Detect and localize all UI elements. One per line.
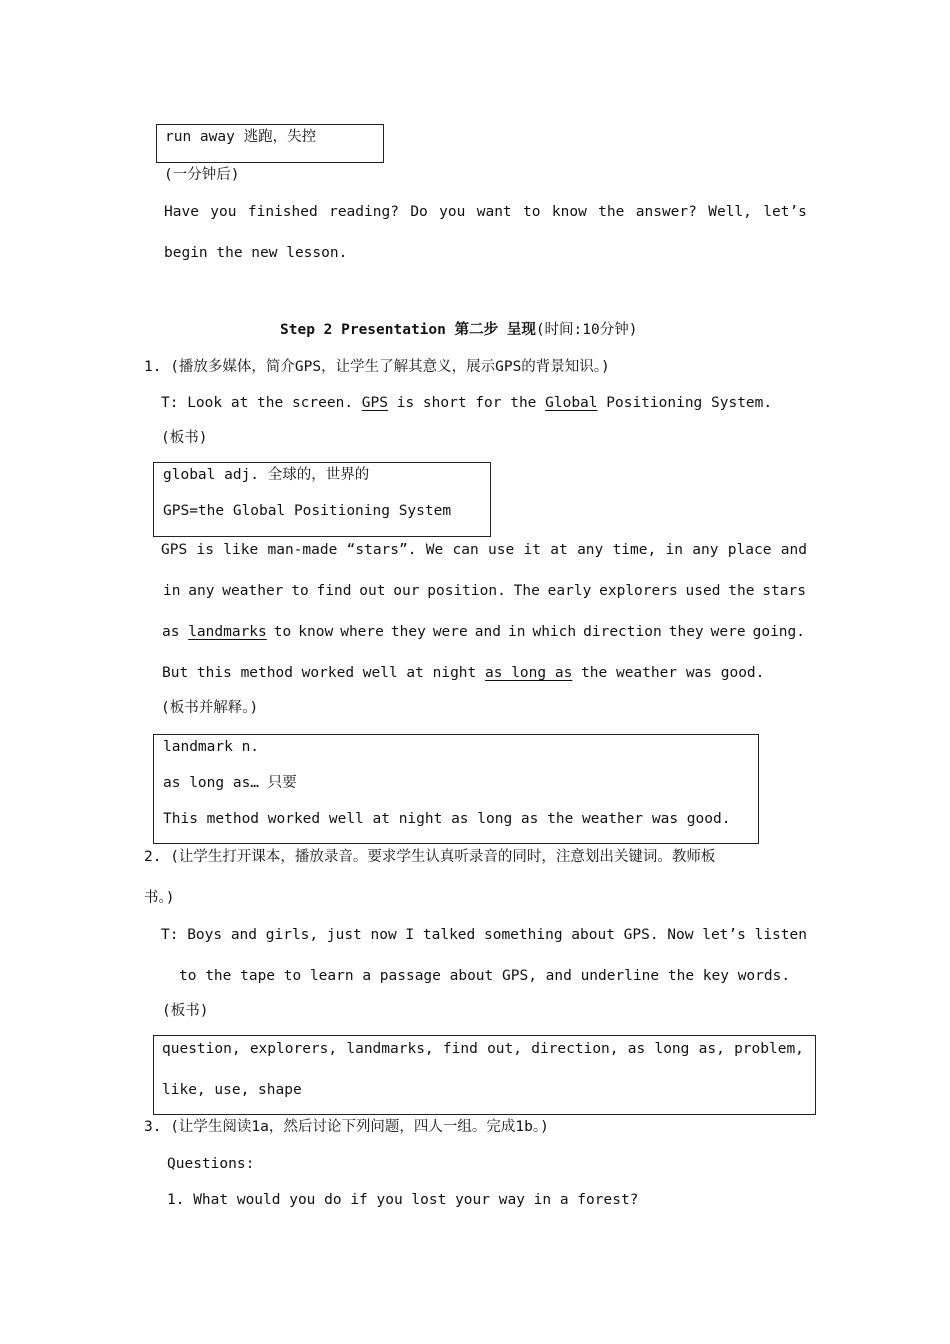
word: find (442, 1041, 478, 1057)
word: T: (161, 927, 179, 943)
word: is (196, 542, 214, 558)
word: out (359, 583, 386, 599)
keywords-line-2: like, use, shape (162, 1082, 302, 1098)
vocab-global: global adj. 全球的，世界的 (163, 467, 370, 483)
intro-line-2: begin the new lesson. (164, 245, 348, 261)
t-line-part1: T: Look at the screen. (161, 395, 362, 411)
word: man-made (267, 542, 338, 558)
word: and (780, 542, 807, 558)
word: know (298, 624, 334, 640)
word: Have (164, 204, 199, 220)
word: our (393, 583, 420, 599)
gps-paragraph-line-3 (162, 625, 805, 640)
word: GPS. (623, 927, 659, 943)
item2-instruction-line-1: 2. (让学生打开课本，播放录音。要求学生认真听录音的同时，注意划出关键词。教师板 (144, 849, 716, 865)
word: about (571, 927, 615, 943)
word: problem, (734, 1041, 804, 1057)
vocab-as-long-as: as long as… 只要 (163, 775, 297, 791)
word: We (425, 542, 444, 558)
word: going. (752, 624, 805, 640)
word: stars (762, 583, 806, 599)
word: any (577, 542, 604, 558)
word: were (432, 624, 468, 640)
word: long (654, 1041, 690, 1057)
keywords-line-1 (162, 1042, 804, 1057)
word: position. (427, 583, 506, 599)
word: to (291, 583, 309, 599)
word: and (474, 624, 501, 640)
word: talked (422, 927, 476, 943)
word: want (476, 204, 512, 220)
term-as-long-as: as long as (485, 665, 573, 681)
word: the (728, 583, 755, 599)
vocab-gps: GPS=the Global Positioning System (163, 503, 452, 519)
word: used (685, 583, 721, 599)
word: any (188, 583, 215, 599)
word: direction (583, 624, 662, 640)
word: finished (247, 204, 318, 220)
word: you (439, 204, 466, 220)
word: and (230, 927, 258, 943)
word: use (488, 542, 515, 558)
gps-paragraph-line-4 (162, 666, 764, 681)
word: which (532, 624, 577, 640)
word: any (692, 542, 719, 558)
word: place (727, 542, 772, 558)
item2-instruction-line-2: 书。) (144, 890, 175, 906)
word: girls, (265, 927, 319, 943)
word: question, (162, 1041, 241, 1057)
word: like (223, 542, 259, 558)
step-heading-title: Step 2 Presentation 第二步 呈现 (280, 322, 536, 338)
word: GPS (161, 542, 188, 558)
word: the (598, 204, 625, 220)
vocab-example-sentence: This method worked well at night as long as the weather was good. (163, 811, 731, 827)
word: know (551, 204, 587, 220)
word: I (405, 927, 415, 943)
para4-post: the weather was good. (572, 665, 765, 681)
word: time, (612, 542, 657, 558)
word: as (627, 1041, 646, 1057)
question-1: 1. What would you do if you lost your way in a forest? (167, 1192, 639, 1208)
gps-paragraph-line-2 (163, 584, 806, 599)
word: Do (410, 204, 428, 220)
word: out, (487, 1041, 522, 1057)
word: in (163, 583, 181, 599)
word: let’s (702, 927, 746, 943)
word: explorers, (249, 1041, 338, 1057)
vocab-run-away: run away 逃跑，失控 (165, 129, 317, 145)
word: now (370, 927, 397, 943)
word: explorers (599, 583, 678, 599)
intro-line-1 (164, 205, 807, 220)
word: can (452, 542, 479, 558)
word: let’s (763, 204, 807, 220)
t-line-gps: GPS (361, 395, 388, 411)
word: where (340, 624, 384, 640)
note-one-minute: (一分钟后) (164, 167, 240, 183)
word: find (316, 583, 352, 599)
questions-label: Questions: (167, 1156, 255, 1172)
word: to (273, 624, 292, 640)
gps-paragraph-line-1 (161, 543, 807, 558)
term-landmarks: landmarks (188, 624, 267, 640)
t-line-part2: is short for the (388, 395, 546, 411)
board-note-3: (板书) (162, 1003, 209, 1019)
para3-prefix: as landmarks (162, 624, 267, 640)
word: it (523, 542, 541, 558)
word: were (710, 624, 746, 640)
word: you (210, 204, 237, 220)
board-note-1: (板书) (161, 430, 208, 446)
word: at (550, 542, 568, 558)
word: direction, (531, 1041, 619, 1057)
para4-pre: But this method worked well at night (162, 665, 486, 681)
item2-teacher-line-1 (161, 928, 807, 943)
item2-teacher-line-2: to the tape to learn a passage about GPS, and underline the key words. (179, 968, 791, 984)
word: Well, (708, 204, 752, 220)
board-note-2: (板书并解释。) (161, 700, 259, 716)
word: just (326, 927, 362, 943)
word: weather (222, 583, 284, 599)
item3-instruction: 3. (让学生阅读1a，然后讨论下列问题，四人一组。完成1b。) (144, 1119, 549, 1135)
word: as, (698, 1041, 725, 1057)
word: they (390, 624, 426, 640)
word: answer? (635, 204, 697, 220)
word: Now (667, 927, 694, 943)
word: The (513, 583, 540, 599)
word: reading? (329, 204, 399, 220)
word: they (668, 624, 704, 640)
item1-instruction: 1. (播放多媒体，简介GPS，让学生了解其意义，展示GPS的背景知识。) (144, 359, 610, 375)
word: landmarks, (346, 1041, 434, 1057)
word: early (547, 583, 592, 599)
word: Boys (187, 927, 223, 943)
step-heading (280, 323, 637, 338)
vocab-landmark: landmark n. (163, 739, 260, 755)
word: listen (754, 927, 807, 943)
step-heading-time: (时间:10分钟) (535, 322, 638, 338)
t-line-global: Global (545, 395, 598, 411)
t-line-part3: Positioning System. (597, 395, 773, 411)
item1-teacher-line (161, 396, 772, 411)
word: in (507, 624, 526, 640)
word: something (483, 927, 563, 943)
word: to (523, 204, 541, 220)
word: “stars”. (346, 542, 417, 558)
word: in (665, 542, 683, 558)
